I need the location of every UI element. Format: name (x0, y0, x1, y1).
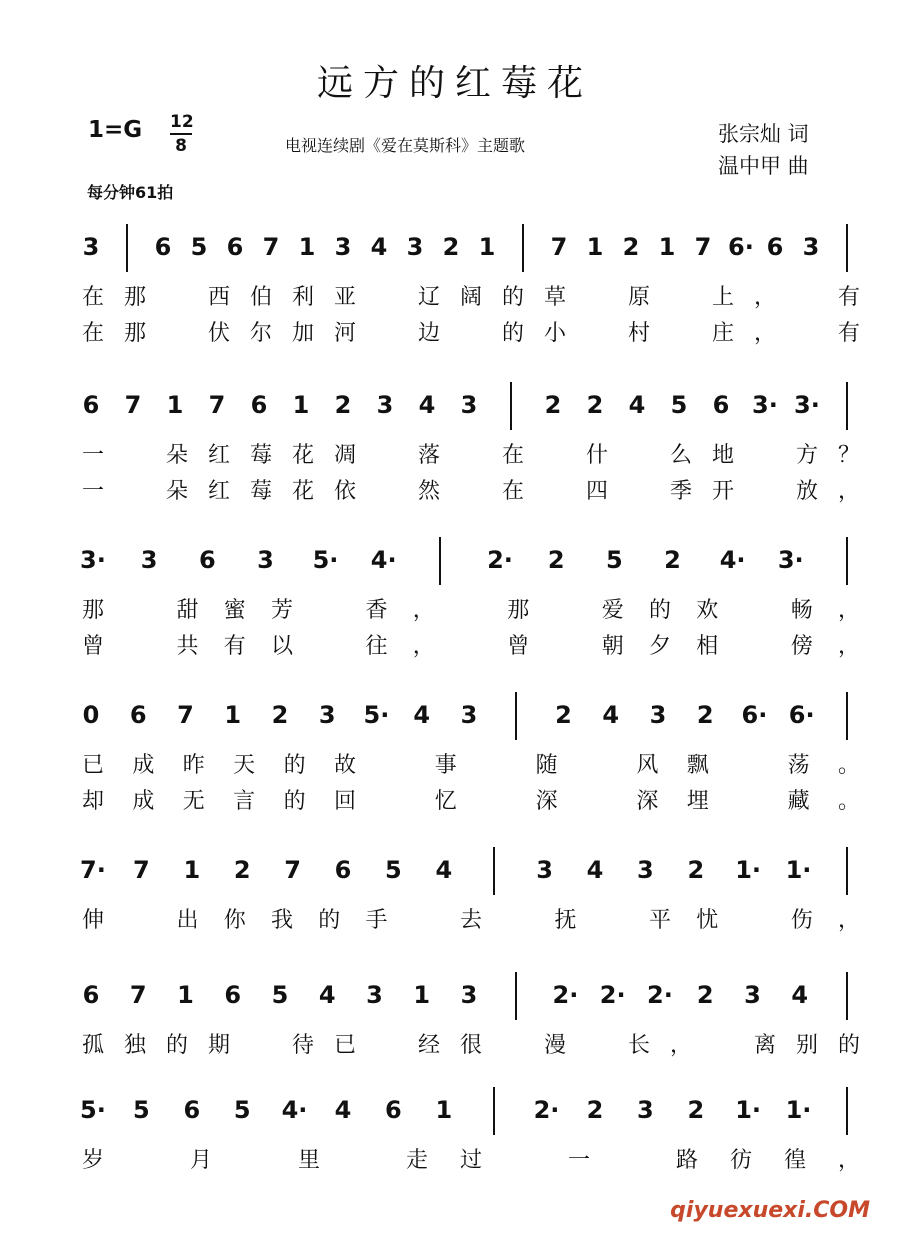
note: 4· (370, 546, 397, 574)
note: 5· (363, 701, 390, 729)
note: 2 (622, 233, 640, 261)
note: 2 (586, 391, 604, 419)
note: 2 (271, 701, 289, 729)
note: 3 (366, 981, 383, 1009)
subtitle: 电视连续剧《爱在莫斯科》主题歌 (285, 136, 526, 155)
lyric-line: 伸 出 你 我 的 手 去 抚 平 忧 伤 ， (81, 908, 860, 933)
note: 2 (547, 546, 565, 574)
note: 2· (599, 981, 626, 1009)
note: 2 (696, 981, 714, 1009)
time-signature-bottom: 8 (175, 136, 187, 156)
bar-line (846, 224, 848, 272)
note: 2· (552, 981, 579, 1009)
site-watermark: qiyuexuexi.COM (670, 1198, 870, 1223)
bar-line (846, 537, 848, 585)
note: 1 (478, 233, 496, 261)
note: 6· (741, 701, 768, 729)
note: 2 (687, 856, 705, 884)
lyric-line: 岁 月 里 走 过 一 路 彷 徨 ， (81, 1148, 860, 1173)
note: 3· (794, 391, 820, 419)
lyric-line: 已 成 昨 天 的 故 事 随 风 飘 荡 。 (81, 753, 860, 778)
note: 4 (435, 856, 453, 884)
bar-line (515, 692, 517, 740)
note: 4 (413, 701, 431, 729)
note: 4 (318, 981, 336, 1009)
note: 3 (460, 391, 478, 419)
note: 6 (82, 391, 100, 419)
note: 4 (418, 391, 436, 419)
note: 1 (166, 391, 184, 419)
note: 3· (777, 546, 804, 574)
note: 3 (649, 701, 667, 729)
tempo-marking: 每分钟61拍 (87, 183, 174, 202)
bar-line (846, 1087, 848, 1135)
lyric-line: 在 那 西 伯 利 亚 辽 阔 的 草 原 上 ， 有 (81, 285, 860, 310)
note: 3 (257, 546, 274, 574)
note: 1 (586, 233, 604, 261)
bar-line (493, 847, 495, 895)
bar-line (515, 972, 517, 1020)
note: 2 (334, 391, 352, 419)
note: 5 (190, 233, 208, 261)
note: 5 (385, 856, 402, 884)
score-system-4 (0, 700, 910, 850)
note: 3 (637, 1096, 654, 1124)
note: 1· (735, 856, 762, 884)
note: 4 (586, 856, 604, 884)
note: 4 (602, 701, 620, 729)
bar-line (846, 972, 848, 1020)
bar-line (510, 382, 512, 430)
note: 3 (318, 701, 336, 729)
note: 2 (555, 701, 572, 729)
note: 2 (664, 546, 681, 574)
notes-row (0, 545, 910, 585)
lyric-line: 那 甜 蜜 芳 香 ， 那 爱 的 欢 畅 ， (81, 598, 860, 623)
time-signature (170, 112, 192, 156)
lyric-line: 在 那 伏 尔 加 河 边 的 小 村 庄 ， 有 (81, 321, 860, 346)
note: 4 (628, 391, 646, 419)
note: 7· (80, 856, 106, 884)
note: 5· (80, 1096, 106, 1124)
note: 6 (129, 701, 147, 729)
note: 1 (183, 856, 201, 884)
note: 7 (133, 856, 150, 884)
note: 1· (785, 1096, 812, 1124)
note: 6 (250, 391, 268, 419)
note: 5· (312, 546, 339, 574)
note: 7 (694, 233, 712, 261)
lyric-line: 曾 共 有 以 往 ， 曾 朝 夕 相 傍 ， (81, 634, 860, 659)
note: 6 (198, 546, 216, 574)
note: 2 (687, 1096, 705, 1124)
note: 6· (788, 701, 815, 729)
note: 3· (80, 546, 106, 574)
note: 3 (802, 233, 820, 261)
notes-row (0, 855, 910, 895)
note: 3 (744, 981, 761, 1009)
note: 5 (271, 981, 289, 1009)
note: 3 (140, 546, 158, 574)
note: 1 (413, 981, 431, 1009)
bar-line (846, 692, 848, 740)
note: 1 (435, 1096, 453, 1124)
score-system-3 (0, 545, 910, 695)
note: 7 (284, 856, 301, 884)
note: 4 (791, 981, 809, 1009)
note: 2· (647, 981, 673, 1009)
note: 0 (82, 701, 100, 729)
note: 3· (752, 391, 778, 419)
notes-row (0, 700, 910, 740)
lyric-line: 却 成 无 言 的 回 忆 深 深 埋 藏 。 (81, 789, 860, 814)
note: 3 (406, 233, 424, 261)
note: 2 (696, 701, 714, 729)
note: 7 (262, 233, 280, 261)
note: 7 (208, 391, 226, 419)
note: 6 (385, 1096, 402, 1124)
note: 4· (719, 546, 746, 574)
note: 7 (550, 233, 568, 261)
note: 2 (586, 1096, 604, 1124)
note: 5 (133, 1096, 150, 1124)
note: 1 (224, 701, 242, 729)
note: 1 (658, 233, 676, 261)
lyricist-credit: 张宗灿 词 (718, 122, 809, 146)
bar-line (846, 382, 848, 430)
note: 3 (536, 856, 553, 884)
note: 6 (712, 391, 730, 419)
key-signature: 1=G (88, 117, 143, 143)
note: 2 (233, 856, 251, 884)
note: 4· (281, 1096, 308, 1124)
notes-row (0, 390, 910, 430)
note: 3 (334, 233, 352, 261)
note: 1 (177, 981, 194, 1009)
notes-row (0, 980, 910, 1020)
note: 1· (785, 856, 812, 884)
note: 6 (226, 233, 244, 261)
bar-line (846, 847, 848, 895)
note: 3 (460, 981, 478, 1009)
page-title: 远方的红莓花 (316, 63, 593, 104)
score-system-2 (0, 390, 910, 540)
time-signature-top: 12 (170, 112, 194, 132)
note: 7 (124, 391, 142, 419)
note: 2· (487, 546, 513, 574)
bar-line (439, 537, 441, 585)
note: 4 (370, 233, 388, 261)
note: 1 (292, 391, 310, 419)
note: 7 (129, 981, 147, 1009)
note: 5 (670, 391, 688, 419)
note: 4 (334, 1096, 352, 1124)
notes-row (0, 232, 910, 272)
note: 6 (766, 233, 784, 261)
note: 7 (177, 701, 194, 729)
note: 2 (442, 233, 460, 261)
note: 2 (544, 391, 562, 419)
composer-credit: 温中甲 曲 (718, 154, 809, 178)
lyric-line: 一 朵 红 莓 花 凋 落 在 什 么 地 方 ？ (81, 443, 860, 468)
score-system-1 (0, 232, 910, 382)
note: 3 (637, 856, 654, 884)
bar-line (126, 224, 128, 272)
note: 2· (533, 1096, 560, 1124)
note: 3 (460, 701, 478, 729)
note: 3 (82, 233, 100, 261)
note: 1 (298, 233, 316, 261)
note: 6 (334, 856, 352, 884)
notes-row (0, 1095, 910, 1135)
bar-line (493, 1087, 495, 1135)
note: 6 (154, 233, 172, 261)
note: 6 (224, 981, 242, 1009)
note: 3 (376, 391, 394, 419)
note: 6 (82, 981, 100, 1009)
note: 6 (183, 1096, 201, 1124)
note: 1· (735, 1096, 762, 1124)
note: 6· (728, 233, 754, 261)
bar-line (522, 224, 524, 272)
lyric-line: 一 朵 红 莓 花 依 然 在 四 季 开 放 ， (81, 479, 860, 504)
note: 5 (233, 1096, 251, 1124)
lyric-line: 孤 独 的 期 待 已 经 很 漫 长 ， 离 别 的 (81, 1033, 860, 1058)
note: 5 (606, 546, 623, 574)
